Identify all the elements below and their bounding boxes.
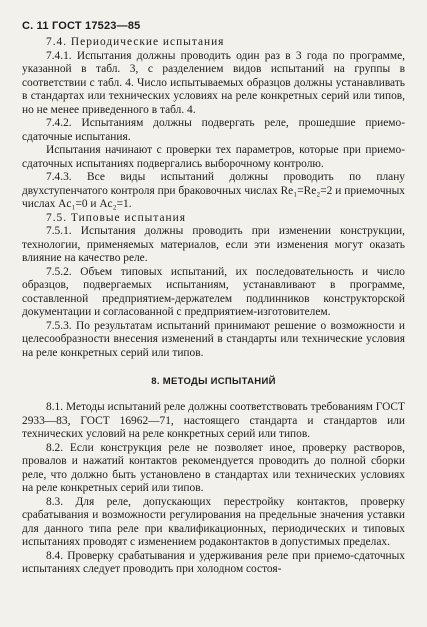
paragraph-7-5-1: 7.5.1. Испытания должны проводить при изменении конструкции, технологии, применяемых материалов, если эти изменения могут оказать влияние на качество реле. [22, 225, 405, 264]
heading-7-5: 7.5. Типовые испытания [46, 211, 186, 224]
paragraph-7-4-1: 7.4.1. Испытания должны проводить один раз в 3 года по программе, указанной в табл. 3, с разделением видов испытаний на группы в соответствии с табл. 4. Число испытываемых образцов должны устанавливать в стандартах или технических условиях на реле конкретных серий или типов, но не менее приведенного в табл. 4. [22, 49, 405, 116]
paragraph-7-5-2: 7.5.2. Объем типовых испытаний, их последовательность и число образцов, подвергаемых испытаниям, устанавливают в программе, составленной предприятием-держателем подлинников конструкторской документации и согласованной с предприятием-изготовителем. [22, 265, 405, 318]
paragraph-8-3: 8.3. Для реле, допускающих перестройку контактов, проверку срабатывания и возможности регулирования на предельные значения уставки для данного типа реле при квалификационных, периодических и типовых испытаниях проводят с изменением родаконтактов в допустимых пределах. [22, 495, 405, 548]
paragraph-7-4-2-continued: Испытания начинают с проверки тех параметров, которые при приемо-сдаточных испытаниях подвергались выборочному контролю. [22, 144, 405, 170]
paragraph-8-2: 8.2. Если конструкция реле не позволяет иное, проверку растворов, провалов и нажатий контактов рекомендуется проводить до полной сборки реле, что должно быть установлено в стандартах или технических условиях на реле конкретных серий или типов. [22, 441, 405, 494]
page-header: С. 11 ГОСТ 17523—85 [22, 20, 141, 32]
paragraph-7-4-2: 7.4.2. Испытаниям должны подвергать реле, прошедшие приемо-сдаточные испытания. [22, 117, 405, 143]
section-heading-8: 8. МЕТОДЫ ИСПЫТАНИЙ [151, 376, 276, 387]
paragraph-7-5-3: 7.5.3. По результатам испытаний принимают решение о возможности и целесообразности внесения изменений в стандарты или технические условия на реле конкретных серий или типов. [22, 319, 405, 359]
heading-7-4: 7.4. Периодические испытания [46, 36, 225, 48]
paragraph-7-4-3: 7.4.3. Все виды испытаний должны проводить по плану двухступенчатого контроля при браковочных числах Re₁=Re₂=2 и приемочных числах Ac₁=0 и Ac₂=1. [22, 171, 405, 210]
paragraph-8-1: 8.1. Методы испытаний реле должны соответствовать требованиям ГОСТ 2933—83, ГОСТ 16962—71, настоящего стандарта и стандартов или технических условий на реле конкретных серий или типов. [22, 401, 405, 440]
paragraph-8-4: 8.4. Проверку срабатывания и удерживания реле при приемо-сдаточных испытаниях следует проводить при холодном состоя- [22, 549, 405, 575]
